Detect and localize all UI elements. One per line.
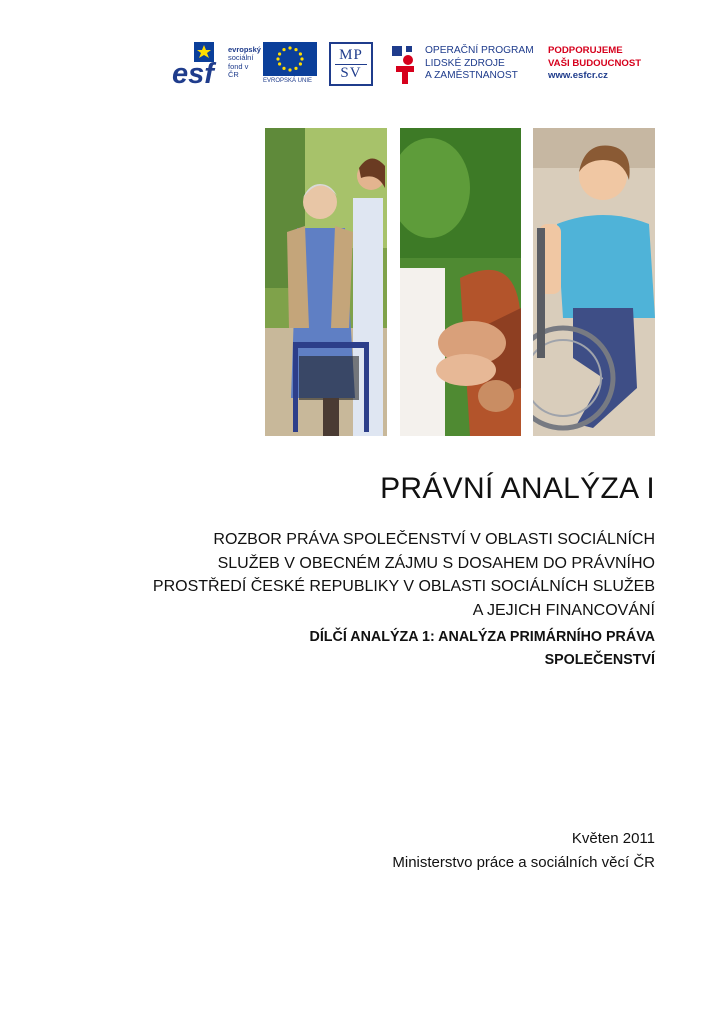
partial-analysis-line: SPOLEČENSTVÍ (544, 651, 655, 668)
esf-logo (172, 42, 261, 86)
subtitle-line: SLUŽEB V OBECNÉM ZÁJMU S DOSAHEM DO PRÁVNÍHO (217, 554, 655, 572)
subtitle-line: A JEJICH FINANCOVÁNÍ (472, 601, 655, 619)
publication-date: Květen 2011 (571, 830, 655, 847)
subtitle-line: ROZBOR PRÁVA SPOLEČENSTVÍ V OBLASTI SOCIÁLNÍCH (213, 531, 655, 548)
eu-flag-icon (263, 42, 317, 76)
eu-label: EVROPSKÁ UNIE (263, 78, 313, 84)
mpsv-text-bottom: SV (340, 65, 362, 81)
oplzz-figure-icon (390, 42, 420, 86)
logo-strip (172, 42, 654, 88)
subtitle-line: PROSTŘEDÍ ČESKÉ REPUBLIKY V OBLASTI SOCIÁLNÍCH SLUŽEB (152, 578, 655, 595)
esf-star-icon (172, 42, 228, 86)
subtitle (55, 528, 655, 622)
esf-caption: evropský sociální fond v ČR (228, 45, 261, 80)
mpsv-text-top: MP (339, 47, 363, 63)
partial-analysis-line: DÍLČÍ ANALÝZA 1: ANALÝZA PRIMÁRNÍHO PRÁVA (309, 629, 655, 645)
eu-logo (263, 42, 317, 86)
esfcr-url: www.esfcr.cz (548, 70, 608, 81)
partial-analysis-heading (55, 626, 655, 671)
mpsv-logo (329, 42, 373, 86)
holding-hands-photo (400, 128, 521, 436)
page-title: PRÁVNÍ ANALÝZA I (380, 472, 655, 505)
publisher-ministry: Ministerstvo práce a sociálních věcí ČR (392, 854, 655, 871)
young-man-in-wheelchair-photo (533, 128, 655, 436)
oplzz-logo-text: OPERAČNÍ PROGRAM LIDSKÉ ZDROJE A ZAMĚSTNANOST (425, 45, 534, 81)
elderly-woman-with-walker-photo (265, 128, 387, 436)
esfcr-slogan: PODPORUJEME VAŠI BUDOUCNOST www.esfcr.cz (548, 45, 654, 83)
esf-wordmark: esf (172, 58, 214, 86)
